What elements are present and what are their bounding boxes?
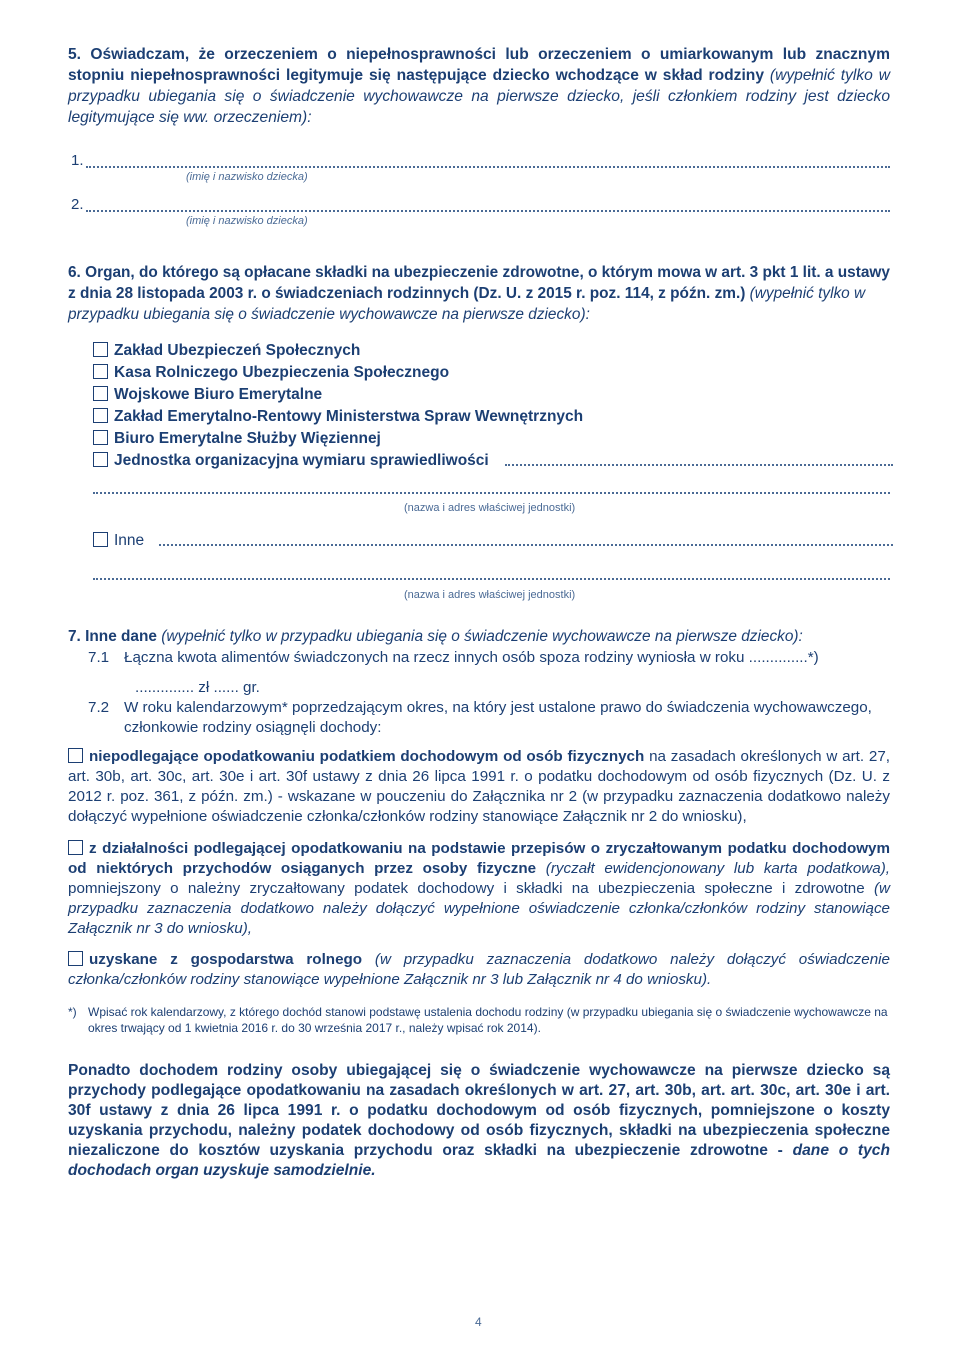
final-italic: dane o tych dochodach organ uzyskuje samodzielnie. xyxy=(68,1142,890,1179)
option-label: Zakład Ubezpieczeń Społecznych xyxy=(114,342,361,359)
option-krus[interactable] xyxy=(93,362,893,384)
checkbox-icon[interactable] xyxy=(93,386,108,401)
income-untaxed-text: na zasadach określonych w art. 27, art. 30b, art. 30c, art. 30e i art. 30f ustawy z dnia 26 lipca 1991 r. o podatku dochodowym od osób fizycznych (Dz. U. z 2012 r. poz. 361, z późn. zm.) - wskazane w pouczeniu do Załącznika nr 2 (w przypadku zaznaczenia dodatkowo należy dołączyć wypełnione oświadczenie członka/członków rodziny stanowiące Załącznik nr 2 do wniosku), xyxy=(68,748,890,825)
unit-address-caption: (nazwa i adres właściwej jednostki) xyxy=(404,502,576,514)
sub-7-2-text: W roku kalendarzowym* poprzedzającym okres, na który jest ustalone prawo do świadczenia wychowawczego, członkowie rodziny osiągnęli dochody: xyxy=(124,699,872,736)
section-6-heading: 6. Organ, do którego są opłacane składki na ubezpieczenie zdrowotne, o którym mowa w art. 3 pkt 1 lit. a ustawy z dnia 28 listopada 2003 r. o świadczeniach rodzinnych (Dz. U. z 2015 r. poz. 114, z późn. zm.) xyxy=(68,264,890,302)
income-farm-label: uzyskane z gospodarstwa rolnego xyxy=(89,951,363,968)
section-6 xyxy=(68,262,890,325)
child-name-field-2[interactable] xyxy=(86,210,890,212)
justice-unit-field[interactable] xyxy=(505,464,893,466)
income-untaxed-label: niepodlegające opodatkowaniu podatkiem dochodowym od osób fizycznych xyxy=(89,748,645,765)
child-name-row-1[interactable] xyxy=(68,152,890,183)
option-besw[interactable] xyxy=(93,428,893,450)
other-address-field[interactable] xyxy=(93,578,890,580)
row-number: 1. xyxy=(71,152,84,169)
income-lump-sum-label: z działalności podlegającej opodatkowaniu na podstawie przepisów o zryczałtowanym podatku dochodowym od niektórych przychodów osiąganych przez osoby fizyczne xyxy=(68,840,890,877)
final-paragraph xyxy=(68,1061,890,1181)
option-other[interactable] xyxy=(93,530,893,552)
checkbox-icon[interactable] xyxy=(68,951,83,966)
checkbox-icon[interactable] xyxy=(93,408,108,423)
section-5 xyxy=(68,44,890,128)
section-5-heading: 5. Oświadczam, że orzeczeniem o niepełnosprawności lub orzeczeniem o umiarkowanym lub znacznym stopniu niepełnosprawności legitymuje się następujące dziecko wchodzące w skład rodziny xyxy=(68,46,890,84)
income-lump-sum xyxy=(68,839,890,939)
option-zer-mswia[interactable] xyxy=(93,406,893,428)
footnote-text: Wpisać rok kalendarzowy, z którego dochód stanowi podstawę ustalenia dochodu rodziny (w przypadku ubiegania się o świadczenie wychowawcze na okres trwający od 1 kwietnia 2016 r. do 30 września 2017 r., należy wpisać rok 2014). xyxy=(88,1005,888,1035)
section-7-heading: 7. Inne dane xyxy=(68,628,157,645)
section-7-instruction: (wypełnić tylko w przypadku ubiegania się o świadczenie wychowawcze na pierwsze dziecko): xyxy=(161,628,803,645)
income-lump-sum-note: (ryczałt ewidencjonowany lub karta podatkowa), xyxy=(545,860,890,877)
health-insurance-options xyxy=(93,340,893,472)
option-label: Kasa Rolniczego Ubezpieczenia Społecznego xyxy=(114,364,450,381)
income-farm xyxy=(68,950,890,990)
option-other-label: Inne xyxy=(114,532,145,549)
checkbox-icon[interactable] xyxy=(93,430,108,445)
income-lump-sum-instruction: (w przypadku zaznaczenia dodatkowo należy dołączyć wypełnione oświadczenie członka/członków rodziny stanowiące Załącznik nr 3 do wniosku), xyxy=(68,880,890,937)
child-name-field-1[interactable] xyxy=(86,166,890,168)
section-6-instruction: (wypełnić tylko w przypadku ubiegania się o świadczenie wychowawcze na pierwsze dziecko): xyxy=(68,285,866,323)
checkbox-icon[interactable] xyxy=(93,532,108,547)
alimony-amount[interactable]: .............. zł ...... gr. xyxy=(135,679,260,696)
row-caption: (imię i nazwisko dziecka) xyxy=(186,215,308,227)
unit-address-field[interactable] xyxy=(93,492,890,494)
checkbox-icon[interactable] xyxy=(93,364,108,379)
footnote-mark: *) xyxy=(68,1005,77,1019)
page-number: 4 xyxy=(475,1315,482,1329)
child-name-row-2[interactable] xyxy=(68,196,890,227)
footnote xyxy=(68,1004,890,1036)
income-lump-sum-text: pomniejszony o należny zryczałtowany podatek dochodowy i składki na ubezpieczenia społeczne i zdrowotne xyxy=(68,880,865,897)
sub-7-1-number: 7.1 xyxy=(88,649,110,666)
option-web[interactable] xyxy=(93,384,893,406)
checkbox-icon[interactable] xyxy=(93,342,108,357)
option-label: Wojskowe Biuro Emerytalne xyxy=(114,386,323,403)
row-caption: (imię i nazwisko dziecka) xyxy=(186,171,308,183)
other-field[interactable] xyxy=(159,544,893,546)
checkbox-icon[interactable] xyxy=(68,840,83,855)
sub-7-1-text[interactable]: Łączna kwota alimentów świadczonych na rzecz innych osób spoza rodziny wyniosła w roku ..............*) xyxy=(124,649,819,666)
checkbox-icon[interactable] xyxy=(93,452,108,467)
option-label: Zakład Emerytalno-Rentowy Ministerstwa Spraw Wewnętrznych xyxy=(114,408,584,425)
other-address-caption: (nazwa i adres właściwej jednostki) xyxy=(404,589,576,601)
option-zus[interactable] xyxy=(93,340,893,362)
row-number: 2. xyxy=(71,196,84,213)
section-5-instruction: (wypełnić tylko w przypadku ubiegania się o świadczenie wychowawcze na pierwsze dziecko, jeśli członkiem rodziny jest dziecko legitymujące się ww. orzeczeniem): xyxy=(68,67,890,126)
checkbox-icon[interactable] xyxy=(68,748,83,763)
option-justice-unit[interactable] xyxy=(93,450,893,472)
income-farm-instruction: (w przypadku zaznaczenia dodatkowo należy dołączyć oświadczenie członka/członków rodziny stanowiące wypełnione Załącznik nr 3 lub Załącznik nr 4 do wniosku). xyxy=(68,951,890,988)
option-label: Jednostka organizacyjna wymiaru sprawiedliwości xyxy=(114,452,489,469)
sub-7-2-number: 7.2 xyxy=(88,699,110,716)
section-7 xyxy=(68,626,890,647)
final-text: Ponadto dochodem rodziny osoby ubiegającej się o świadczenie wychowawcze na pierwsze dziecko są przychody podlegające opodatkowaniu na zasadach określonych w art. 27, art. 30b, art. art. 30c, art. 30e i art. 30f ustawy z dnia 26 lipca 1991 r. o podatku dochodowym od osób fizycznych, pomniejszone o koszty uzyskania przychodu, należny podatek dochodowy od osób fizycznych, składki na ubezpieczenia społeczne niezaliczone do kosztów uzyskania przychodu oraz składki na ubezpieczenie zdrowotne - xyxy=(68,1062,890,1159)
option-label: Biuro Emerytalne Służby Więziennej xyxy=(114,430,381,447)
income-untaxed xyxy=(68,747,890,827)
